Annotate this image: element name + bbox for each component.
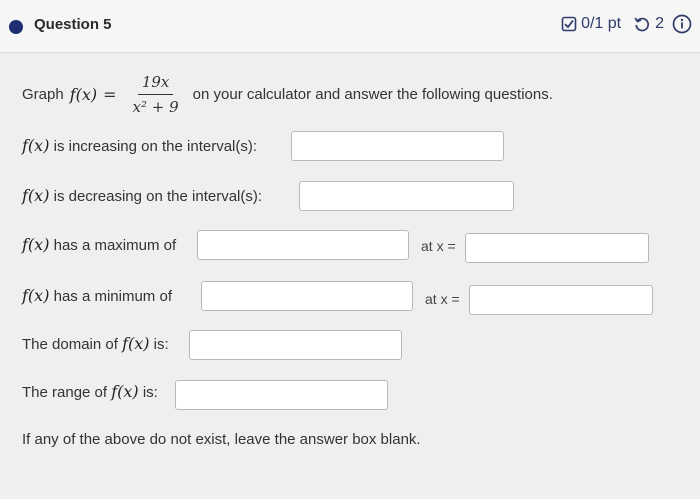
question-meta	[561, 14, 692, 34]
domain-row	[22, 334, 169, 353]
function-name: f(x)	[22, 286, 50, 305]
retries-count: 2	[655, 15, 664, 32]
function-name: f(x)	[22, 235, 50, 254]
maximum-at-x-label: at x =	[421, 238, 456, 254]
function-name: f(x)	[22, 136, 50, 155]
decreasing-row	[22, 186, 262, 205]
decreasing-label: is decreasing on the interval(s):	[53, 188, 263, 205]
minimum-label: has a minimum of	[53, 288, 172, 305]
range-input[interactable]	[175, 380, 388, 410]
function-name: f(x)	[22, 186, 50, 205]
retry-icon[interactable]	[633, 15, 651, 33]
checkbox-icon	[561, 16, 577, 32]
range-suffix: is:	[142, 384, 158, 401]
status-dot-icon	[9, 20, 23, 34]
points-text: 0/1 pt	[581, 15, 622, 32]
graph-suffix: on your calculator and answer the following questions.	[192, 85, 553, 103]
domain-suffix: is:	[153, 336, 169, 353]
graph-instruction	[22, 68, 553, 120]
function-fraction	[129, 73, 183, 116]
increasing-label: is increasing on the interval(s):	[53, 138, 258, 155]
question-header	[0, 0, 700, 53]
minimum-value-input[interactable]	[201, 281, 413, 311]
question-title: Question 5	[34, 16, 112, 33]
range-prefix: The range of	[22, 384, 108, 401]
maximum-value-input[interactable]	[197, 230, 409, 260]
maximum-label: has a maximum of	[53, 237, 177, 254]
minimum-row	[22, 286, 172, 305]
equals-sign: =	[103, 84, 117, 104]
info-icon[interactable]	[672, 14, 692, 34]
maximum-x-input[interactable]	[465, 233, 649, 263]
increasing-input[interactable]	[291, 131, 504, 161]
minimum-x-input[interactable]	[469, 285, 653, 315]
graph-prefix: Graph	[22, 85, 64, 103]
function-name: f(x)	[111, 382, 139, 401]
blank-note: If any of the above do not exist, leave the answer box blank.	[22, 431, 421, 448]
domain-prefix: The domain of	[22, 336, 118, 353]
minimum-at-x-label: at x =	[425, 291, 460, 307]
function-name: f(x)	[122, 334, 150, 353]
function-name: f(x)	[69, 84, 98, 104]
decreasing-input[interactable]	[299, 181, 514, 211]
maximum-row	[22, 235, 176, 254]
increasing-row	[22, 136, 257, 155]
range-row	[22, 382, 158, 401]
fraction-numerator: 19x	[138, 73, 174, 95]
domain-input[interactable]	[189, 330, 402, 360]
fraction-denominator: x² + 9	[132, 97, 179, 116]
